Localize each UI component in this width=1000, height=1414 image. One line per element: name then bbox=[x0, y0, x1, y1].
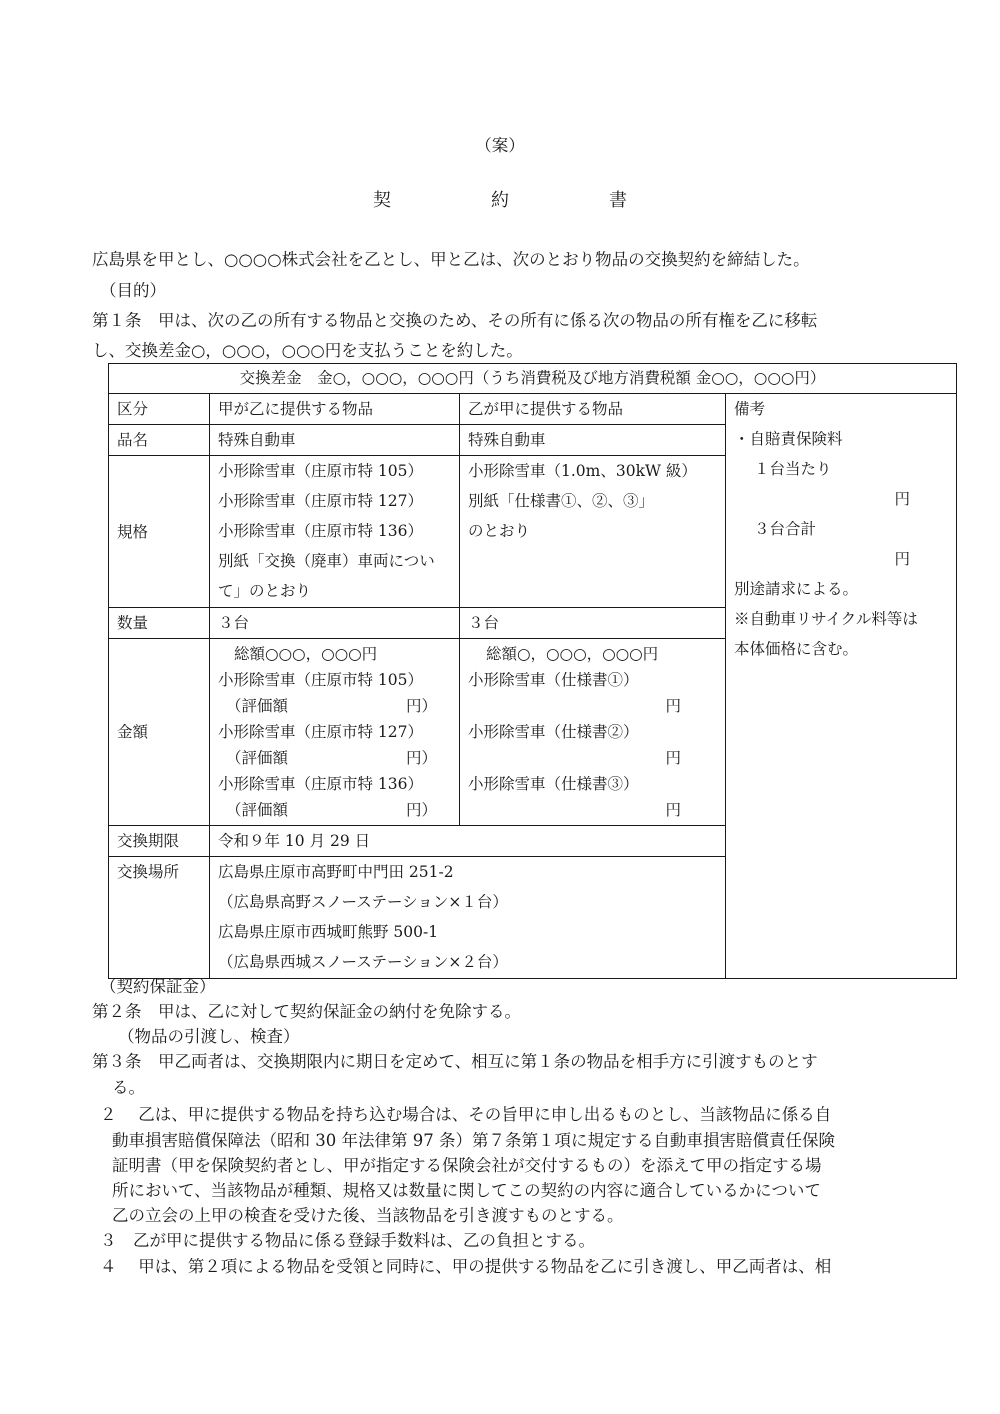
article3-para2-line: 動車損害賠償保障法（昭和 30 年法律第 97 条）第７条第１項に規定する自動車損害賠償責任保険 bbox=[112, 1131, 835, 1150]
spec-line: 別紙「仕様書①、②、③」 bbox=[468, 492, 655, 510]
eval-unit: 円） bbox=[405, 801, 437, 819]
kou-quantity: ３台 bbox=[210, 608, 460, 639]
article3-para2-line: 証明書（甲を保険契約者とし、甲が指定する保険会社が交付するもの）を添えて甲の指定する場 bbox=[112, 1156, 822, 1175]
spec-line: 小形除雪車（庄原市特 127） bbox=[218, 492, 424, 510]
document-title bbox=[0, 186, 1000, 212]
row-label-deadline: 交換期限 bbox=[109, 826, 210, 857]
remarks-yen: 円 bbox=[894, 490, 911, 508]
remarks-yen: 円 bbox=[894, 550, 911, 568]
title-char: 約 bbox=[491, 190, 509, 211]
otsu-spec bbox=[460, 456, 726, 608]
remarks-note: 本体価格に含む。 bbox=[734, 640, 859, 658]
amount-item-name: 小形除雪車（庄原市特 127） bbox=[218, 723, 424, 741]
title-char: 契 bbox=[373, 190, 391, 211]
article3-line1: 第３条 甲乙両者は、交換期限内に期日を定めて、相互に第１条の物品を相手方に引渡すものとす bbox=[92, 1052, 818, 1071]
row-label-name: 品名 bbox=[109, 425, 210, 456]
article3-para3: ３ 乙が甲に提供する物品に係る登録手数料は、乙の負担とする。 bbox=[100, 1231, 595, 1250]
spec-line: て」のとおり bbox=[218, 582, 312, 600]
intro-paragraph: 広島県を甲とし、○○○○株式会社を乙とし、甲と乙は、次のとおり物品の交換契約を締結した。 bbox=[92, 250, 810, 269]
article3-para4: ４ 甲は、第２項による物品を受領と同時に、甲の提供する物品を乙に引き渡し、甲乙両者は、相 bbox=[100, 1257, 832, 1276]
amount-item-name: 小形除雪車（庄原市特 105） bbox=[218, 671, 424, 689]
place-line: 広島県庄原市西城町熊野 500-1 bbox=[218, 923, 439, 941]
kou-name: 特殊自動車 bbox=[210, 425, 460, 456]
title-char: 書 bbox=[609, 190, 627, 211]
place-line: 広島県庄原市高野町中門田 251-2 bbox=[218, 863, 454, 881]
spec-line: 小形除雪車（庄原市特 105） bbox=[218, 462, 424, 480]
amount-item-name: 小形除雪車（庄原市特 136） bbox=[218, 775, 424, 793]
col-label-otsu-items: 乙が甲に提供する物品 bbox=[460, 394, 726, 425]
col-label-kou-items: 甲が乙に提供する物品 bbox=[210, 394, 460, 425]
article2-heading: （契約保証金） bbox=[100, 977, 216, 996]
kou-spec bbox=[210, 456, 460, 608]
spec-line: 小形除雪車（1.0m、30kW 級） bbox=[468, 462, 697, 480]
remarks-label: 備考 bbox=[734, 400, 766, 418]
exchange-place bbox=[210, 857, 726, 979]
otsu-amount bbox=[460, 639, 726, 826]
row-label-place: 交換場所 bbox=[109, 857, 210, 979]
place-line: （広島県西城スノーステーション×２台） bbox=[218, 953, 508, 971]
amount-item-name: 小形除雪車（仕様書③） bbox=[468, 775, 639, 793]
eval-line bbox=[218, 745, 451, 771]
otsu-total: 総額○，○○○，○○○円 bbox=[486, 645, 659, 663]
spec-line: のとおり bbox=[468, 522, 531, 540]
eval-label: （評価額 bbox=[226, 801, 289, 819]
exchange-table bbox=[108, 363, 957, 979]
article1-line2: し、交換差金○，○○○，○○○円を支払うことを約した。 bbox=[92, 341, 523, 360]
eval-label: （評価額 bbox=[226, 749, 289, 767]
remarks-per-unit: １台当たり bbox=[754, 460, 832, 478]
draft-mark: （案） bbox=[475, 136, 525, 155]
eval-unit: 円） bbox=[405, 749, 437, 767]
col-label-category: 区分 bbox=[109, 394, 210, 425]
amount-yen: 円 bbox=[665, 801, 681, 819]
article1-heading: （目的） bbox=[100, 281, 166, 300]
eval-line bbox=[218, 693, 451, 719]
remarks-insurance: ・自賠責保険料 bbox=[734, 430, 843, 448]
otsu-quantity: ３台 bbox=[460, 608, 726, 639]
remarks-note: ※自動車リサイクル料等は bbox=[734, 610, 918, 628]
place-line: （広島県高野スノーステーション×１台） bbox=[218, 893, 508, 911]
remarks-separate-billing: 別途請求による。 bbox=[734, 580, 859, 598]
article3-para2-line: 乙の立会の上甲の検査を受けた後、当該物品を引き渡すものとする。 bbox=[112, 1206, 624, 1225]
amount-item-name: 小形除雪車（仕様書②） bbox=[468, 723, 639, 741]
exchange-deadline: 令和９年 10 月 29 日 bbox=[210, 826, 726, 857]
amount-yen: 円 bbox=[665, 697, 681, 715]
article3-heading: （物品の引渡し、検査） bbox=[118, 1027, 300, 1046]
article1-line1: 第１条 甲は、次の乙の所有する物品と交換のため、その所有に係る次の物品の所有権を乙に移転 bbox=[92, 311, 818, 330]
spec-line: 小形除雪車（庄原市特 136） bbox=[218, 522, 424, 540]
eval-unit: 円） bbox=[405, 697, 437, 715]
kou-amount bbox=[210, 639, 460, 826]
amount-item-name: 小形除雪車（仕様書①） bbox=[468, 671, 639, 689]
article3-para2-line: 所において、当該物品が種類、規格又は数量に関してこの契約の内容に適合しているかについて bbox=[112, 1181, 821, 1200]
row-label-amount: 金額 bbox=[109, 639, 210, 826]
exchange-difference-header: 交換差金 金○，○○○，○○○円（うち消費税及び地方消費税額 金○○，○○○円） bbox=[109, 364, 957, 394]
kou-total: 総額○○○，○○○円 bbox=[234, 645, 378, 663]
remarks-total: ３台合計 bbox=[754, 520, 817, 538]
otsu-name: 特殊自動車 bbox=[460, 425, 726, 456]
eval-line bbox=[218, 797, 451, 823]
eval-label: （評価額 bbox=[226, 697, 289, 715]
amount-yen: 円 bbox=[665, 749, 681, 767]
remarks-cell bbox=[726, 394, 957, 979]
article2-line: 第２条 甲は、乙に対して契約保証金の納付を免除する。 bbox=[92, 1002, 521, 1021]
row-label-quantity: 数量 bbox=[109, 608, 210, 639]
article3-line2: る。 bbox=[112, 1078, 145, 1097]
spec-line: 別紙「交換（廃車）車両につい bbox=[218, 552, 435, 570]
article3-para2-line: ２ 乙は、甲に提供する物品を持ち込む場合は、その旨甲に申し出るものとし、当該物品に係る自 bbox=[100, 1105, 832, 1124]
row-label-spec: 規格 bbox=[109, 456, 210, 608]
